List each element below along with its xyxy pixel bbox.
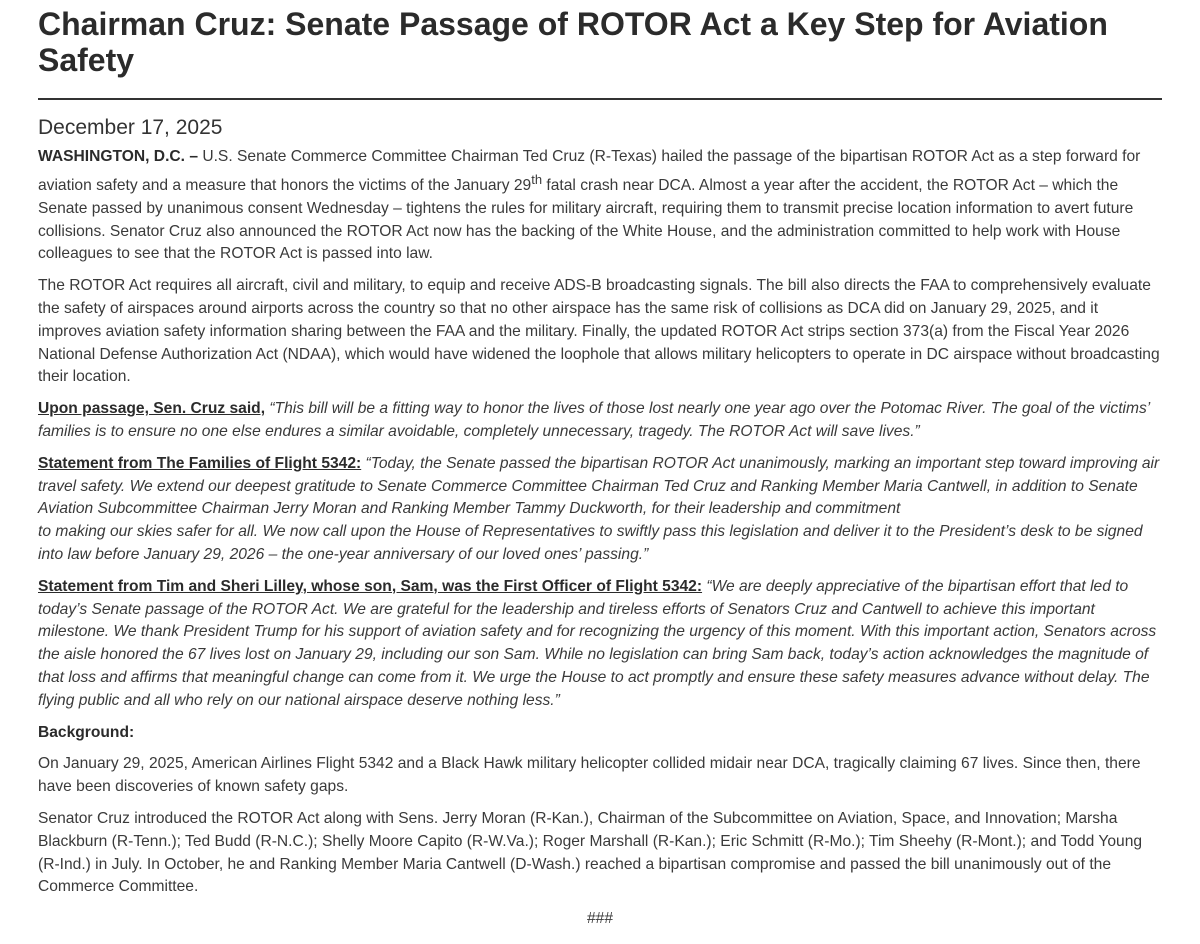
lilley-quote: “We are deeply appreciative of the bipartisan effort that led to today’s Senate passage of the ROTOR Act. We are grateful for the leadership and tireless efforts of Senators Cruz and Cantwell to achieve this important milestone. We thank President Trump for his support of aviation safety and for recognizing the urgency of this moment. With this important action, Senators across the aisle honored the 67 lives lost on January 29, including our son Sam. While no legislation can bring Sam back, today’s action acknowledges the magnitude of that loss and affirms that meaningful change can come from it. We urge the House to act promptly and ensure these safety measures advance without delay. The flying public and all who rely on our national airspace deserve nothing less.”	[38, 577, 1157, 709]
paragraph-intro	[38, 146, 1162, 266]
paragraph-background: On January 29, 2025, American Airlines Flight 5342 and a Black Hawk military helicopter collided midair near DCA, tragically claiming 67 lives. Since then, there have been discoveries of known safety gaps.	[38, 755, 1141, 796]
press-release	[38, 6, 1162, 940]
cruz-quote-lead: Upon passage, Sen. Cruz said,	[38, 400, 266, 418]
families-lead: Statement from The Families of Flight 5342:	[38, 454, 362, 472]
paragraph-history: Senator Cruz introduced the ROTOR Act along with Sens. Jerry Moran (R-Kan.), Chairman of the Subcommittee on Aviation, Space, and Innovation; Marsha Blackburn (R-Tenn.); Ted Budd (R-N.C.); Shelly Moore Capito (R-W.Va.); Roger Marshall (R-Kan.); Eric Schmitt (R-Mo.); Tim Sheehy (R-Mont.); and Todd Young (R-Ind.) in July. In October, he and Ranking Member Maria Cantwell (D-Wash.) reached a bipartisan compromise and passed the bill unanimously out of the Commerce Committee.	[38, 809, 1143, 896]
paragraph-provisions: The ROTOR Act requires all aircraft, civil and military, to equip and receive ADS-B broadcasting signals. The bill also directs the FAA to comprehensively evaluate the safety of airspaces around airports across the country so that no other airspace has the same risk of collisions as DCA did on January 29, 2025, and it improves aviation safety information sharing between the FAA and the military. Finally, the updated ROTOR Act strips section 373(a) from the Fiscal Year 2026 National Defense Authorization Act (NDAA), which would have widened the loophole that allows military helicopters to operate in DC airspace without broadcasting their location.	[38, 277, 1160, 386]
release-date: December 17, 2025	[38, 116, 223, 139]
families-quote: “Today, the Senate passed the bipartisan ROTOR Act unanimously, marking an important step toward improving air travel safety. We extend our deepest gratitude to Senate Commerce Committee Chairman Ted Cruz and Ranking Member Maria Cantwell, in addition to Senate Aviation Subcommittee Chairman Jerry Moran and Ranking Member Tammy Duckworth, for their leadership and commitment	[38, 454, 1160, 518]
background-heading	[38, 722, 1162, 745]
ordinal-suffix: th	[531, 171, 543, 187]
lilley-lead: Statement from Tim and Sheri Lilley, whose son, Sam, was the First Officer of Flight 5342:	[38, 577, 703, 595]
dateline: WASHINGTON, D.C. –	[38, 148, 198, 165]
end-mark: ###	[586, 910, 614, 928]
paragraph-cruz-quote	[38, 398, 1162, 444]
intro-text: U.S. Senate Commerce Committee Chairman Ted Cruz (R-Texas) hailed the passage of the bipartisan ROTOR Act as a step forward for aviation safety and a measure that honors the victims of the January 29	[38, 148, 1141, 194]
background-heading-text: Background:	[38, 723, 135, 741]
page-title: Chairman Cruz: Senate Passage of ROTOR Act a Key Step for Aviation Safety	[38, 6, 1108, 78]
paragraph-families-statement	[38, 453, 1162, 567]
families-quote-cont: to making our skies safer for all. We now call upon the House of Representatives to swiftly pass this legislation and deliver it to the President’s desk to be signed into law before January 29, 2026 – the one-year anniversary of our loved ones’ passing.”	[38, 523, 1143, 563]
intro-text-cont: fatal crash near DCA. Almost a year after the accident, the ROTOR Act – which the Senate passed by unanimous consent Wednesday – tightens the rules for military aircraft, requiring them to transmit precise location information to avert future collisions. Senator Cruz also announced the ROTOR Act now has the backing of the White House, and the administration committed to help work with House colleagues to see that the ROTOR Act is passed into law.	[38, 176, 1134, 263]
cruz-quote: “This bill will be a fitting way to honor the lives of those lost nearly one year ago over the Potomac River. The goal of the victims’ families is to ensure no one else endures a similar avoidable, completely unnecessary, tragedy. The ROTOR Act will save lives.”	[38, 400, 1150, 440]
title-divider	[38, 98, 1162, 100]
paragraph-lilley-statement	[38, 576, 1162, 713]
